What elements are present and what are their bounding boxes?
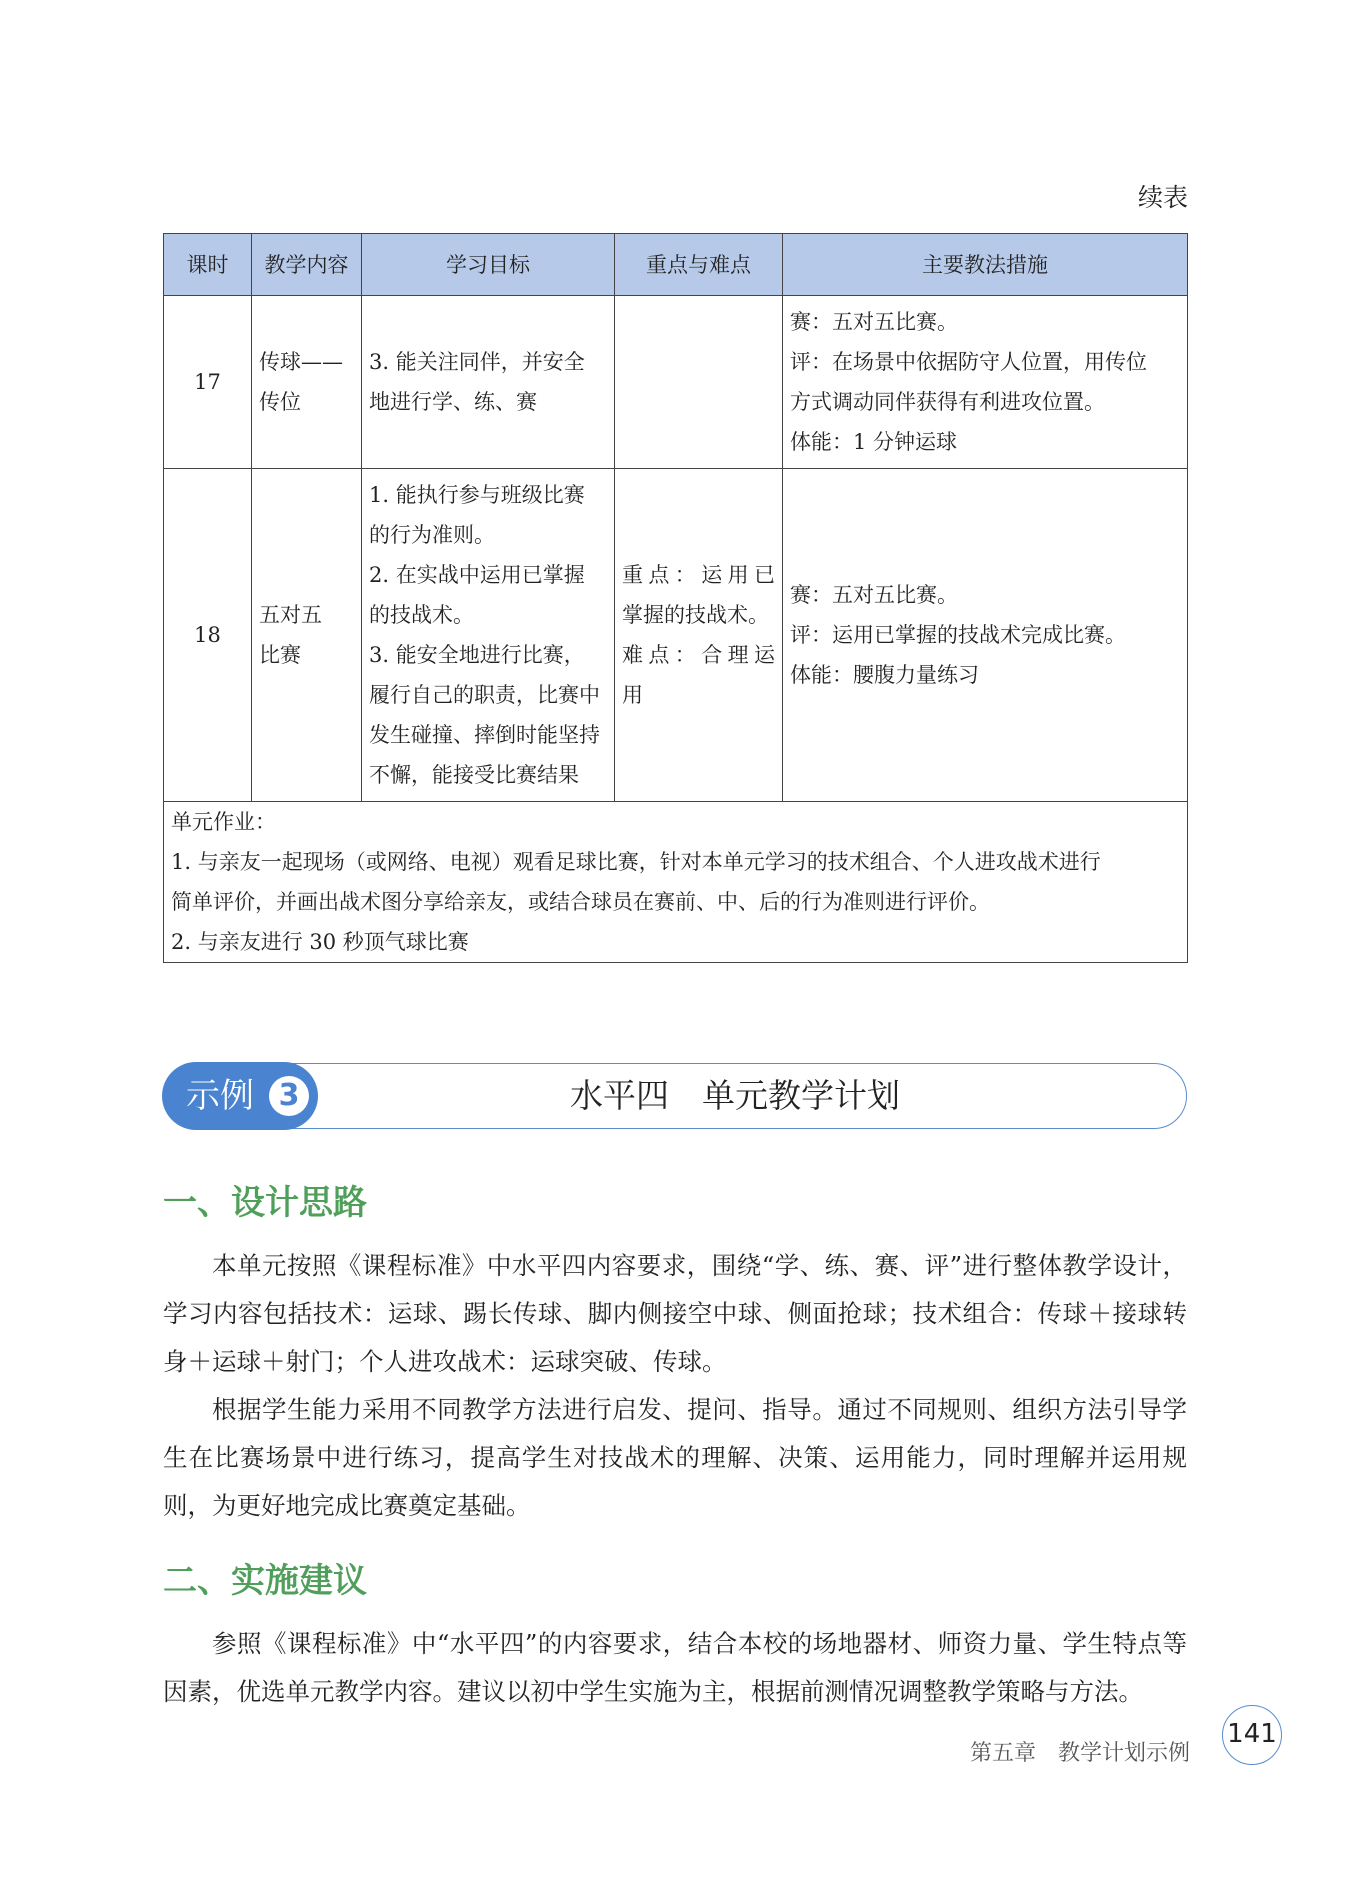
homework-cell xyxy=(164,802,1188,963)
cell-line: 五对五 xyxy=(259,603,322,627)
footer-chapter: 第五章 教学计划示例 xyxy=(969,1741,1190,1766)
continued-label: 续表 xyxy=(1137,183,1188,212)
cell-line: 赛：五对五比赛。 xyxy=(790,583,958,607)
cell-period: 18 xyxy=(164,469,252,802)
cell-methods xyxy=(783,296,1188,469)
homework-line: 单元作业： xyxy=(171,810,276,834)
cell-line: 掌握的技战术。 xyxy=(622,603,769,627)
teaching-plan-table xyxy=(163,233,1188,963)
cell-line: 传位 xyxy=(259,390,301,414)
header-key-points: 重点与难点 xyxy=(615,234,783,296)
cell-line: 赛：五对五比赛。 xyxy=(790,310,958,334)
example-label: 示例 xyxy=(186,1076,254,1116)
homework-row xyxy=(164,802,1188,963)
cell-line: 3. 能关注同伴，并安全 xyxy=(369,350,585,374)
section-heading: 二、实施建议 xyxy=(163,1561,367,1601)
cell-line: 用 xyxy=(622,683,643,707)
table-row xyxy=(164,469,1188,802)
homework-line: 1. 与亲友一起现场（或网络、电视）观看足球比赛，针对本单元学习的技术组合、个人进攻战术进行 xyxy=(171,850,1101,874)
cell-key-points xyxy=(615,469,783,802)
cell-line: 评：运用已掌握的技战术完成比赛。 xyxy=(790,623,1126,647)
cell-line: 1. 能执行参与班级比赛 xyxy=(369,483,585,507)
cell-key-points xyxy=(615,296,783,469)
table-header-row xyxy=(164,234,1188,296)
example-number-badge: 3 xyxy=(269,1076,309,1116)
paragraph: 本单元按照《课程标准》中水平四内容要求，围绕“学、练、赛、评”进行整体教学设计，学习内容包括技术：运球、踢长传球、脚内侧接空中球、侧面抢球；技术组合：传球＋接球转身＋运球＋射门；个人进攻战术：运球突破、传球。 xyxy=(163,1251,1187,1376)
cell-goals xyxy=(362,469,615,802)
page-number: 141 xyxy=(1222,1705,1282,1765)
homework-line: 简单评价，并画出战术图分享给亲友，或结合球员在赛前、中、后的行为准则进行评价。 xyxy=(171,890,990,914)
cell-line: 不懈，能接受比赛结果 xyxy=(369,763,579,787)
cell-line: 发生碰撞、摔倒时能坚持 xyxy=(369,723,600,747)
cell-content xyxy=(252,296,362,469)
cell-line: 传球—— xyxy=(259,350,343,374)
cell-line: 的技战术。 xyxy=(369,603,474,627)
banner-title: 水平四 单元教学计划 xyxy=(570,1076,900,1115)
cell-line: 难点：合理运 xyxy=(622,643,775,667)
cell-line: 2. 在实战中运用已掌握 xyxy=(369,563,585,587)
header-methods: 主要教法措施 xyxy=(783,234,1188,296)
section-heading: 一、设计思路 xyxy=(163,1183,367,1223)
cell-goals xyxy=(362,296,615,469)
cell-content xyxy=(252,469,362,802)
paragraph: 参照《课程标准》中“水平四”的内容要求，结合本校的场地器材、师资力量、学生特点等因素，优选单元教学内容。建议以初中学生实施为主，根据前测情况调整教学策略与方法。 xyxy=(163,1629,1187,1706)
cell-line: 的行为准则。 xyxy=(369,523,495,547)
header-content: 教学内容 xyxy=(252,234,362,296)
header-period: 课时 xyxy=(164,234,252,296)
header-goals: 学习目标 xyxy=(362,234,615,296)
cell-methods xyxy=(783,469,1188,802)
cell-period: 17 xyxy=(164,296,252,469)
cell-line: 3. 能安全地进行比赛， xyxy=(369,643,585,667)
cell-line: 履行自己的职责，比赛中 xyxy=(369,683,600,707)
cell-line: 方式调动同伴获得有利进攻位置。 xyxy=(790,390,1105,414)
cell-line: 重点：运用已 xyxy=(622,563,775,587)
cell-line: 比赛 xyxy=(259,643,301,667)
cell-line: 地进行学、练、赛 xyxy=(369,390,537,414)
cell-line: 评：在场景中依据防守人位置，用传位 xyxy=(790,350,1147,374)
example-banner xyxy=(163,1063,1187,1129)
cell-line: 体能：1 分钟运球 xyxy=(790,430,958,454)
paragraph: 根据学生能力采用不同教学方法进行启发、提问、指导。通过不同规则、组织方法引导学生在比赛场景中进行练习，提高学生对技战术的理解、决策、运用能力，同时理解并运用规则，为更好地完成比赛奠定基础。 xyxy=(163,1395,1187,1520)
cell-line: 体能：腰腹力量练习 xyxy=(790,663,979,687)
homework-line: 2. 与亲友进行 30 秒顶气球比赛 xyxy=(171,930,469,954)
table-row xyxy=(164,296,1188,469)
